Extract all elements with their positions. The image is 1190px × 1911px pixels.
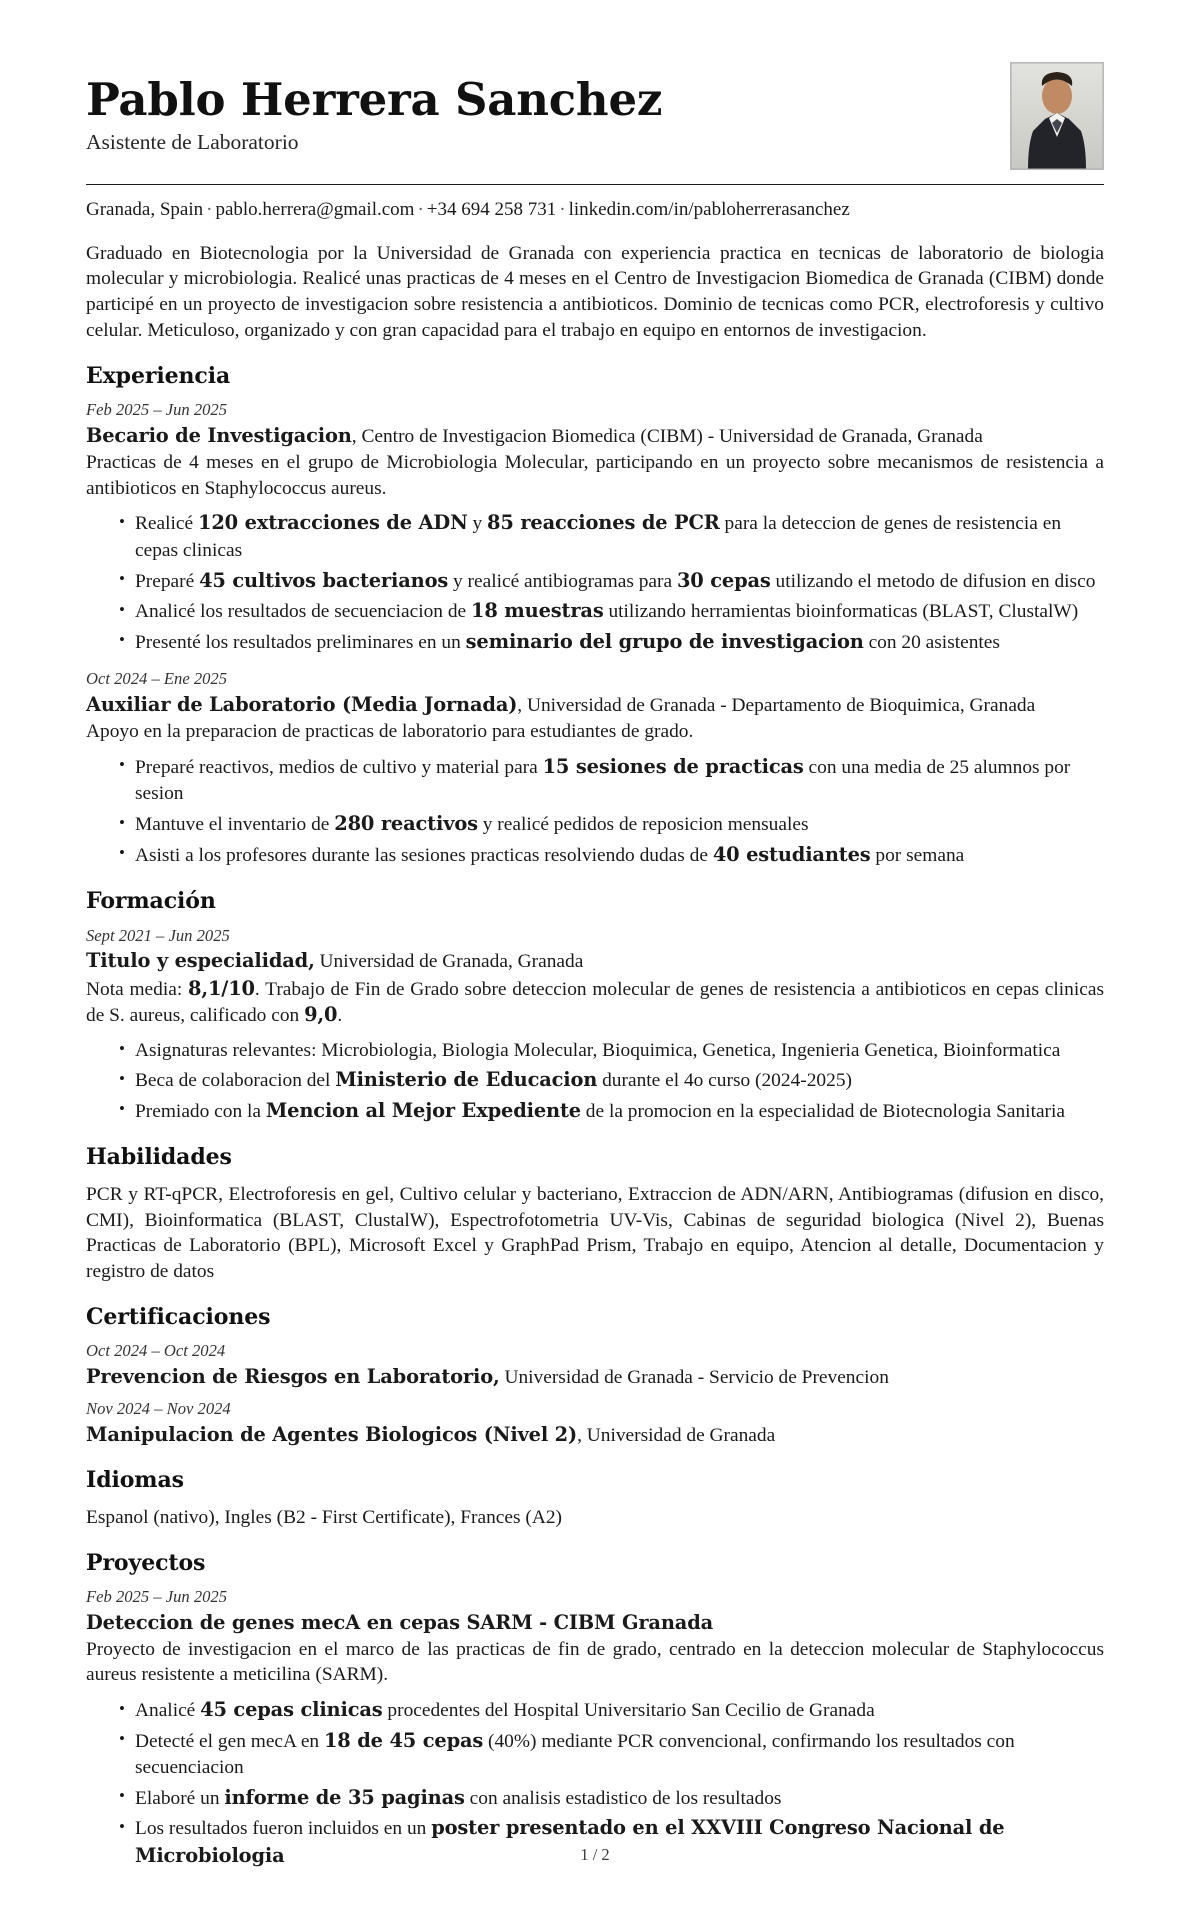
text-run: para la deteccion de genes de resistencia en cepas clinicas [135, 513, 1062, 561]
text-run: procedentes del Hospital Universitario San Cecilio de Granada [382, 1700, 875, 1722]
entry [86, 669, 1104, 869]
text-run: Beca de colaboracion del [135, 1070, 336, 1092]
entry-heading [86, 1422, 1104, 1448]
list-item [119, 1728, 1104, 1782]
contact-separator: · [206, 199, 213, 220]
emphasis-text: Mencion al Mejor Expediente [265, 1098, 581, 1122]
entry-role: Manipulacion de Agentes Biologicos (Nivel 2) [86, 1423, 578, 1447]
text-run: durante el 4o curso (2024-2025) [597, 1070, 852, 1092]
entry-role: Auxiliar de Laboratorio (Media Jornada) [86, 693, 518, 717]
list-item [119, 629, 1104, 657]
text-run: Preparé reactivos, medios de cultivo y material para [135, 756, 543, 778]
languages-text: Espanol (nativo), Ingles (B2 - First Certificate), Frances (A2) [86, 1506, 563, 1528]
text-run: con una media de 25 alumnos por sesion [135, 756, 1071, 805]
education-entries [86, 926, 1104, 1126]
entry-organization: Universidad de Granada, Granada [314, 951, 584, 973]
header-divider [86, 184, 1104, 185]
text-run: utilizando herramientas bioinformaticas (BLAST, ClustalW) [603, 601, 1079, 623]
entry [86, 1399, 1104, 1448]
text-run: con analisis estadistico de los resultados [464, 1787, 782, 1809]
text-run: Los resultados fueron incluidos en un [135, 1818, 432, 1840]
contact-linkedin[interactable]: linkedin.com/in/pabloherrerasanchez [568, 199, 850, 220]
emphasis-text: seminario del grupo de investigacion [465, 629, 864, 653]
text-run: Asisti a los profesores durante las sesiones practicas resolviendo dudas de [135, 844, 713, 866]
entry-description: Apoyo en la preparacion de practicas de laboratorio para estudiantes de grado. [86, 721, 694, 743]
emphasis-text: 18 muestras [470, 599, 604, 623]
skills-text: PCR y RT-qPCR, Electroforesis en gel, Cultivo celular y bacteriano, Extraccion de ADN/ARN, Antibiogramas (difusion en disco, CMI), Bioinformatica (BLAST, ClustalW), Espectrofotometria UV-Vis, Cabinas de seguridad biologica (Nivel 2), Buenas Practicas de Laboratorio (BPL), Microsoft Excel y GraphPad Prism, Trabajo en equipo, Atencion al detalle, Documentacion y registro de datos [86, 1183, 1104, 1283]
entry-heading [86, 1610, 1104, 1636]
section-education [86, 888, 1104, 1125]
section-title-projects: Proyectos [86, 1549, 206, 1576]
emphasis-text: 30 cepas [676, 568, 771, 592]
entry-description: Proyecto de investigacion en el marco de las practicas de fin de grado, centrado en la deteccion molecular de Staphylococcus aureus resistente a meticilina (SARM). [86, 1638, 1104, 1686]
project-entries [86, 1587, 1104, 1871]
contact-line [86, 197, 1104, 223]
text-run: (40%) mediante PCR convencional, confirmando los resultados con secuenciacion [135, 1730, 1015, 1779]
text-run: Presenté los resultados preliminares en un [135, 631, 466, 653]
emphasis-text: informe de 35 paginas [224, 1785, 465, 1809]
text-run: con 20 asistentes [863, 631, 1000, 653]
entry-heading [86, 692, 1104, 718]
emphasis-text: 45 cultivos bacterianos [199, 568, 449, 592]
page-footer [0, 1845, 1190, 1865]
section-title-skills: Habilidades [86, 1144, 232, 1171]
entry-date: Feb 2025 – Jun 2025 [86, 1586, 228, 1606]
list-item [119, 1098, 1104, 1126]
entry-role: Prevencion de Riesgos en Laboratorio, [86, 1365, 500, 1389]
text-run: Elaboré un [135, 1787, 225, 1809]
text-run: Realicé [135, 513, 198, 535]
list-item [119, 510, 1104, 564]
job-headline: Asistente de Laboratorio [86, 129, 299, 154]
entry-role: Becario de Investigacion [86, 423, 352, 447]
entry [86, 1587, 1104, 1871]
emphasis-text: Ministerio de Educacion [335, 1068, 598, 1092]
list-item [119, 1785, 1104, 1813]
text-run: . Trabajo de Fin de Grado sobre deteccion molecular de genes de resistencia a antibioticos en cepas clinicas de S. aureus, calificado con [86, 978, 1105, 1027]
entry-date: Feb 2025 – Jun 2025 [86, 400, 228, 420]
list-item [119, 1697, 1104, 1725]
section-certifications [86, 1304, 1104, 1448]
section-skills [86, 1144, 1104, 1285]
list-item [119, 568, 1104, 596]
contact-separator: · [559, 199, 566, 220]
text-run: Analicé [135, 1700, 201, 1722]
text-run: utilizando el metodo de difusion en disco [770, 570, 1096, 592]
page-title: Pablo Herrera Sanchez [86, 73, 663, 126]
portrait-photo-icon [1011, 63, 1103, 169]
section-projects [86, 1550, 1104, 1871]
entry-heading [86, 423, 1104, 449]
text-run: Nota media: [86, 978, 188, 1000]
text-run: Analicé los resultados de secuenciacion de [135, 601, 471, 623]
entry-organization: Universidad de Granada - Servicio de Prevencion [499, 1367, 889, 1389]
bullet-list [86, 1038, 1104, 1126]
entry-date: Sept 2021 – Jun 2025 [86, 925, 230, 945]
entry-organization: , Universidad de Granada - Departamento de Bioquimica, Granada [517, 695, 1036, 717]
list-item [119, 754, 1104, 808]
emphasis-text: 85 reacciones de PCR [487, 511, 720, 535]
entry-role: Deteccion de genes mecA en cepas SARM - CIBM Granada [86, 1610, 714, 1634]
entry-heading [86, 948, 1104, 974]
experience-entries [86, 400, 1104, 869]
text-run: y realicé antibiogramas para [448, 570, 677, 592]
contact-separator: · [417, 199, 424, 220]
emphasis-text: 18 de 45 cepas [323, 1728, 484, 1752]
entry-date: Nov 2024 – Nov 2024 [86, 1399, 231, 1419]
entry [86, 1341, 1104, 1390]
page-indicator: 1 / 2 [580, 1844, 610, 1864]
emphasis-text: 45 cepas clinicas [200, 1698, 383, 1722]
list-item [119, 811, 1104, 839]
section-languages [86, 1467, 1104, 1530]
text-run: de la promocion en la especialidad de Biotecnologia Sanitaria [580, 1100, 1066, 1122]
contact-email[interactable]: pablo.herrera@gmail.com [215, 199, 415, 220]
summary-paragraph: Graduado en Biotecnologia por la Universidad de Granada con experiencia practica en tecnicas de laboratorio de biologia molecular y microbiologia. Realicé unas practicas de 4 meses en el Centro de Investigacion Biomedica de Granada (CIBM) donde participé en un proyecto de investigacion sobre resistencia a antibioticos. Dominio de tecnicas como PCR, electroforesis y cultivo celular. Meticuloso, organizado y con gran capacidad para el trabajo en equipo en entornos de investigacion. [86, 242, 1104, 342]
section-title-certifications: Certificaciones [86, 1304, 271, 1331]
emphasis-text: 9,0 [304, 1003, 338, 1027]
emphasis-text: 280 reactivos [334, 812, 478, 835]
entry-description: Practicas de 4 meses en el grupo de Microbiologia Molecular, participando en un proyecto sobre mecanismos de resistencia a antibioticos en Staphylococcus aureus. [86, 452, 1104, 499]
entry-date: Oct 2024 – Oct 2024 [86, 1341, 226, 1361]
text-run: Preparé [135, 570, 200, 592]
section-experience [86, 363, 1104, 869]
entry [86, 400, 1104, 656]
certification-entries [86, 1341, 1104, 1448]
entry-organization: , Universidad de Granada [577, 1425, 776, 1447]
list-item [119, 842, 1104, 870]
text-run: Mantuve el inventario de [135, 814, 335, 835]
text-run: y realicé pedidos de reposicion mensuales [477, 814, 809, 835]
section-title-education: Formación [86, 888, 216, 915]
bullet-list [86, 510, 1104, 656]
header-text-block [86, 62, 662, 155]
text-run: Premiado con la [135, 1100, 266, 1122]
text-run: Asignaturas relevantes: Microbiologia, Biologia Molecular, Bioquimica, Genetica, Ingenieria Genetica, Bioinformatica [135, 1039, 1061, 1061]
entry-description [86, 976, 1104, 1029]
entry-date: Oct 2024 – Ene 2025 [86, 669, 228, 689]
list-item [119, 1038, 1104, 1065]
contact-phone[interactable]: +34 694 258 731 [426, 199, 557, 220]
text-run: . [337, 1005, 343, 1027]
emphasis-text: 40 estudiantes [712, 842, 871, 866]
section-title-languages: Idiomas [86, 1467, 184, 1494]
emphasis-text: 15 sesiones de practicas [542, 754, 804, 778]
entry-role: Titulo y especialidad, [86, 949, 315, 973]
entry [86, 926, 1104, 1126]
list-item [119, 1067, 1104, 1095]
emphasis-text: 8,1/10 [188, 976, 255, 1000]
text-run: y [467, 513, 488, 535]
emphasis-text: 120 extracciones de ADN [197, 511, 468, 535]
bullet-list [86, 754, 1104, 869]
resume-header [86, 62, 1104, 170]
avatar [1010, 62, 1104, 170]
text-run: por semana [870, 844, 965, 866]
entry-heading [86, 1364, 1104, 1390]
section-title-experience: Experiencia [86, 362, 231, 389]
text-run: Detecté el gen mecA en [135, 1730, 324, 1752]
entry-organization: , Centro de Investigacion Biomedica (CIBM) - Universidad de Granada, Granada [351, 425, 983, 447]
list-item [119, 598, 1104, 626]
emphasis-text: poster presentado en el XXVIII Congreso Nacional de Microbiologia [135, 1816, 1005, 1867]
contact-location: Granada, Spain [86, 199, 204, 220]
